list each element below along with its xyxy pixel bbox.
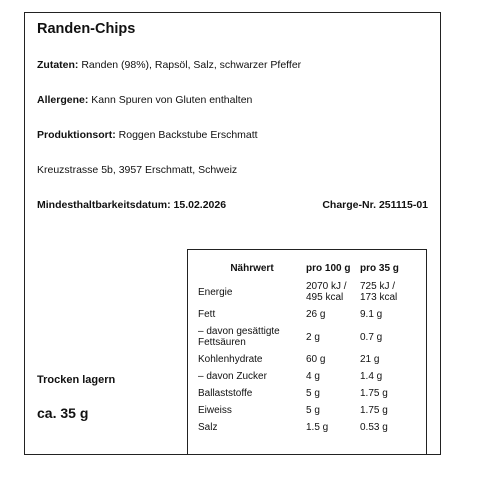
address-line: Kreuzstrasse 5b, 3957 Erschmatt, Schweiz	[37, 164, 238, 176]
nutrient-name: Eiweiss	[198, 405, 232, 416]
nutrient-name: Ballaststoffe	[198, 388, 253, 399]
nutrition-header: Nährwert	[230, 262, 274, 274]
nutrient-value: 4 g	[306, 371, 320, 382]
net-weight: ca. 35 g	[37, 405, 89, 421]
nutrient-name: – davon Zucker	[198, 371, 267, 382]
product-label	[24, 12, 441, 455]
allergens-text: Kann Spuren von Gluten enthalten	[91, 94, 253, 106]
nutrient-value: 5 g	[306, 405, 320, 416]
nutrient-value: 725 kJ / 173 kcal	[360, 281, 398, 303]
production-line	[37, 129, 258, 141]
nutrition-row	[198, 351, 416, 368]
ingredients-text: Randen (98%), Rapsöl, Salz, schwarzer Pfeffer	[81, 59, 302, 71]
nutrition-row	[198, 419, 416, 436]
nutrient-value: 1.75 g	[360, 388, 388, 399]
nutrient-name: Fett	[198, 309, 216, 320]
nutrient-name: Salz	[198, 422, 218, 433]
allergens-line	[37, 94, 252, 106]
production-text: Roggen Backstube Erschmatt	[118, 129, 258, 141]
nutrient-value: 1.75 g	[360, 405, 388, 416]
nutrient-value: 1.5 g	[306, 422, 329, 433]
nutrition-row	[198, 278, 416, 306]
nutrition-row	[198, 323, 416, 351]
nutrient-value: 60 g	[306, 354, 326, 365]
best-before-date: Mindesthaltbarkeitsdatum: 15.02.2026	[37, 199, 227, 211]
batch-number: Charge-Nr. 251115-01	[322, 199, 428, 211]
product-title: Randen-Chips	[37, 21, 136, 37]
nutrient-value: 26 g	[306, 309, 326, 320]
production-label: Produktionsort:	[37, 129, 116, 141]
allergens-label: Allergene:	[37, 94, 89, 106]
nutrient-name: – davon gesättigte Fettsäuren	[198, 326, 280, 348]
nutrition-header: pro 35 g	[360, 262, 399, 274]
nutrition-table	[198, 258, 416, 436]
nutrition-row	[198, 402, 416, 419]
nutrition-header: pro 100 g	[306, 262, 351, 274]
nutrient-value: 5 g	[306, 388, 320, 399]
nutrition-row	[198, 385, 416, 402]
nutrient-name: Kohlenhydrate	[198, 354, 263, 365]
nutrient-name: Energie	[198, 286, 233, 298]
nutrient-value: 0.7 g	[360, 331, 383, 343]
ingredients-line	[37, 59, 301, 71]
nutrient-value: 1.4 g	[360, 371, 383, 382]
nutrient-value: 0.53 g	[360, 422, 388, 433]
nutrient-value: 2 g	[306, 331, 320, 343]
nutrition-row	[198, 306, 416, 323]
ingredients-label: Zutaten:	[37, 59, 79, 71]
nutrient-value: 2070 kJ / 495 kcal	[306, 281, 347, 303]
nutrition-box	[187, 249, 427, 455]
storage-instruction: Trocken lagern	[37, 374, 116, 386]
nutrition-row	[198, 368, 416, 385]
nutrition-header-row	[198, 258, 416, 278]
nutrient-value: 21 g	[360, 354, 380, 365]
nutrient-value: 9.1 g	[360, 309, 383, 320]
